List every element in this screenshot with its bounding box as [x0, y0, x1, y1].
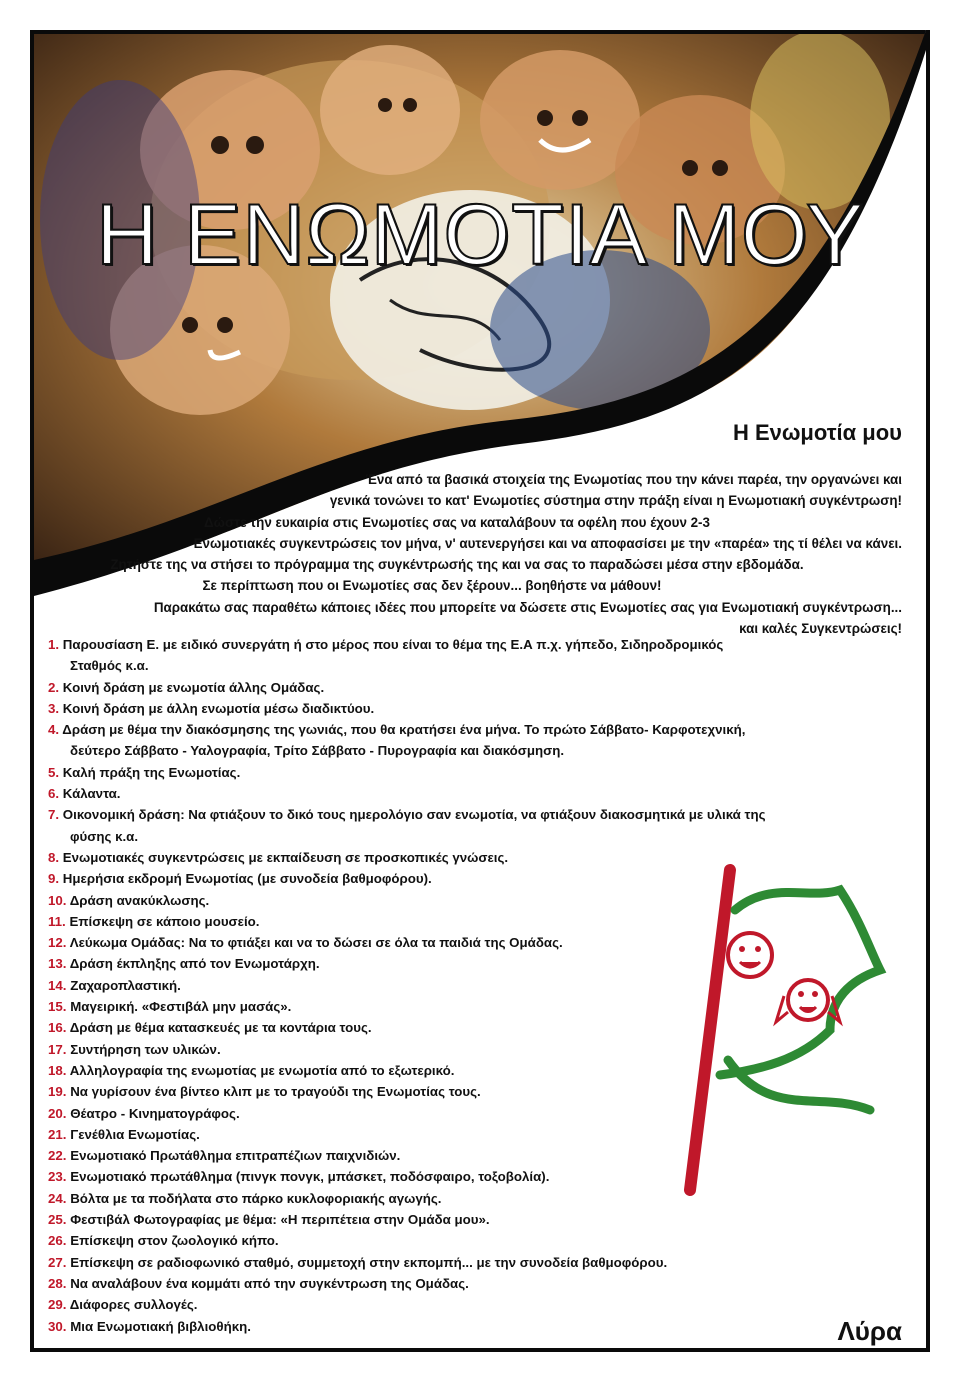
idea-text: Επίσκεψη στον ζωολογικό κήπο. — [70, 1233, 279, 1249]
idea-text: Ενωμοτιακές συγκεντρώσεις με εκπαίδευση σε προσκοπικές γνώσεις. — [62, 849, 509, 865]
idea-number: 6. — [48, 786, 60, 802]
idea-text: Καλή πράξη της Ενωμοτίας. — [62, 764, 241, 780]
intro-paragraph — [82, 469, 902, 639]
idea-text: Μια Ενωμοτιακή βιβλιοθήκη. — [70, 1318, 251, 1334]
idea-number: 8. — [48, 849, 60, 865]
idea-text: Κάλαντα. — [62, 786, 121, 802]
idea-text: Ενωμοτιακό πρωτάθλημα (πινγκ πονγκ, μπάσκετ, ποδόσφαιρο, τοξοβολία). — [70, 1169, 550, 1185]
intro-line: Δώστε την ευκαιρία στις Ενωμοτίες σας να καταλάβουν τα οφέλη που έχουν 2-3 — [204, 514, 710, 530]
idea-text: Αλληλογραφία της ενωμοτίας με ενωμοτία από το εξωτερικό. — [69, 1062, 455, 1078]
idea-text-continued: Σταθμός κ.α. — [70, 658, 149, 674]
idea-number: 17. — [48, 1041, 67, 1057]
idea-text: Γενέθλια Ενωμοτίας. — [70, 1126, 200, 1142]
idea-item — [48, 1209, 878, 1230]
idea-text: Ενωμοτιακό Πρωτάθλημα επιτραπέζιων παιχνιδιών. — [70, 1148, 401, 1164]
idea-number: 24. — [48, 1190, 67, 1206]
idea-number: 30. — [48, 1318, 67, 1334]
idea-text: Δράση με θέμα κατασκευές με τα κοντάρια τους. — [69, 1020, 372, 1036]
idea-number: 21. — [48, 1126, 67, 1142]
idea-number: 15. — [48, 999, 67, 1015]
idea-item — [48, 1252, 878, 1273]
idea-number: 29. — [48, 1297, 67, 1313]
idea-item — [48, 698, 878, 719]
idea-text: Οικονομική δράση: Να φτιάξουν το δικό τους ημερολόγιο σαν ενωμοτία, να φτιάξουν διακοσμητικά με υλικά της — [62, 807, 766, 823]
intro-line: Ζητήστε της να στήσει το πρόγραμμα της συγκέντρωσής της και να σας το παραδώσει μέσα στην εβδομάδα. — [110, 557, 804, 573]
idea-text: Ζαχαροπλαστική. — [70, 977, 181, 993]
idea-number: 19. — [48, 1084, 67, 1100]
idea-number: 22. — [48, 1148, 67, 1164]
idea-item — [48, 634, 878, 677]
idea-text: Δράση ανακύκλωσης. — [69, 892, 210, 908]
idea-number: 10. — [48, 892, 67, 908]
idea-text: Παρουσίαση Ε. με ειδικό συνεργάτη ή στο μέρος που είναι το θέμα της Ε.Α π.χ. γήπεδο, Σιδηροδρομικός — [62, 637, 724, 652]
idea-text: Λεύκωμα Ομάδας: Να το φτιάξει και να το δώσει σε όλα τα παιδιά της Ομάδας. — [69, 935, 563, 951]
intro-line: Παρακάτω σας παραθέτω κάποιες ιδέες που μπορείτε να δώσετε στις Ενωμοτίες σας για Ενωμοτιακή συγκέντρωση... — [153, 599, 902, 615]
intro-line: γενικά τονώνει το κατ' Ενωμοτίες σύστημα στην πράξη είναι η Ενωμοτιακή συγκέντρωση! — [329, 493, 902, 509]
idea-item — [48, 1316, 878, 1337]
idea-text: Δράση έκπληξης από τον Ενωμοτάρχη. — [69, 956, 320, 972]
idea-item — [48, 677, 878, 698]
idea-number: 2. — [48, 679, 60, 695]
idea-text: Συντήρηση των υλικών. — [70, 1041, 221, 1057]
idea-text: Βόλτα με τα ποδήλατα στο πάρκο κυκλοφοριακής αγωγής. — [70, 1190, 442, 1206]
idea-number: 13. — [48, 956, 67, 972]
idea-text: Να γυρίσουν ένα βίντεο κλιπ με το τραγούδι της Ενωμοτίας τους. — [70, 1084, 481, 1100]
idea-number: 9. — [48, 871, 60, 887]
idea-text: Κοινή δράση με ενωμοτία άλλης Ομάδας. — [62, 679, 325, 695]
idea-number: 20. — [48, 1105, 67, 1121]
idea-number: 12. — [48, 935, 67, 951]
idea-number: 7. — [48, 807, 60, 823]
signature: Λύρα — [837, 1316, 902, 1346]
idea-number: 3. — [48, 700, 60, 716]
idea-text: Να αναλάβουν ένα κομμάτι από την συγκέντρωση της Ομάδας. — [70, 1275, 469, 1291]
idea-item — [48, 1294, 878, 1315]
intro-line: Ένα από τα βασικά στοιχεία της Ενωμοτίας που την κάνει παρέα, την οργανώνει και — [365, 472, 902, 487]
idea-item — [48, 719, 878, 762]
idea-text-continued: φύσης κ.α. — [70, 828, 139, 844]
idea-number: 26. — [48, 1233, 67, 1249]
idea-item — [48, 804, 878, 847]
idea-text: Φεστιβάλ Φωτογραφίας με θέμα: «Η περιπέτεια στην Ομάδα μου». — [70, 1212, 490, 1228]
idea-item — [48, 762, 878, 783]
idea-item — [48, 783, 878, 804]
idea-number: 27. — [48, 1254, 67, 1270]
idea-number: 23. — [48, 1169, 67, 1185]
intro-line: Σε περίπτωση που οι Ενωμοτίες σας δεν ξέρουν... βοηθήστε να μάθουν! — [202, 578, 662, 594]
idea-number: 4. — [48, 722, 60, 738]
idea-text: Δράση με θέμα την διακόσμησης της γωνιάς, που θα κρατήσει ένα μήνα. Το πρώτο Σάββατο- Καρφοτεχνική, — [62, 722, 746, 738]
idea-number: 14. — [48, 977, 67, 993]
idea-number: 18. — [48, 1062, 67, 1078]
idea-text: Μαγειρική. «Φεστιβάλ μην μασάς». — [70, 999, 292, 1015]
idea-text: Επίσκεψη σε κάποιο μουσείο. — [69, 913, 260, 929]
idea-text: Επίσκεψη σε ραδιοφωνικό σταθμό, συμμετοχή στην εκπομπή... με την συνοδεία βαθμοφόρου. — [70, 1254, 668, 1270]
idea-item — [48, 1230, 878, 1251]
intro-line: και καλές Συγκεντρώσεις! — [739, 621, 902, 637]
idea-text: Ημερήσια εκδρομή Ενωμοτίας (με συνοδεία βαθμοφόρου). — [62, 871, 432, 887]
idea-number: 1. — [48, 637, 60, 652]
intro-line: Ενωμοτιακές συγκεντρώσεις τον μήνα, ν' αυτενεργήσει και να αποφασίσει με την «παρέα» της τί θέλει να κάνει. — [193, 535, 902, 551]
idea-number: 25. — [48, 1212, 67, 1228]
section-subtitle: Η Ενωμοτία μου — [732, 420, 902, 445]
idea-text: Θέατρο - Κινηματογράφος. — [70, 1105, 240, 1121]
idea-item — [48, 1273, 878, 1294]
idea-number: 16. — [48, 1020, 67, 1036]
idea-text-continued: δεύτερο Σάββατο - Υαλογραφία, Τρίτο Σάββατο - Πυρογραφία και διακόσμηση. — [70, 743, 565, 759]
page-title: Η ΕΝΩΜΟΤΙΑ ΜΟΥ — [96, 187, 865, 283]
idea-number: 28. — [48, 1275, 67, 1291]
idea-number: 5. — [48, 764, 60, 780]
idea-text: Διάφορες συλλογές. — [69, 1297, 198, 1313]
troop-flag-logo — [680, 860, 890, 1200]
idea-number: 11. — [48, 913, 66, 929]
idea-text: Κοινή δράση με άλλη ενωμοτία μέσω διαδικτύου. — [62, 700, 375, 716]
